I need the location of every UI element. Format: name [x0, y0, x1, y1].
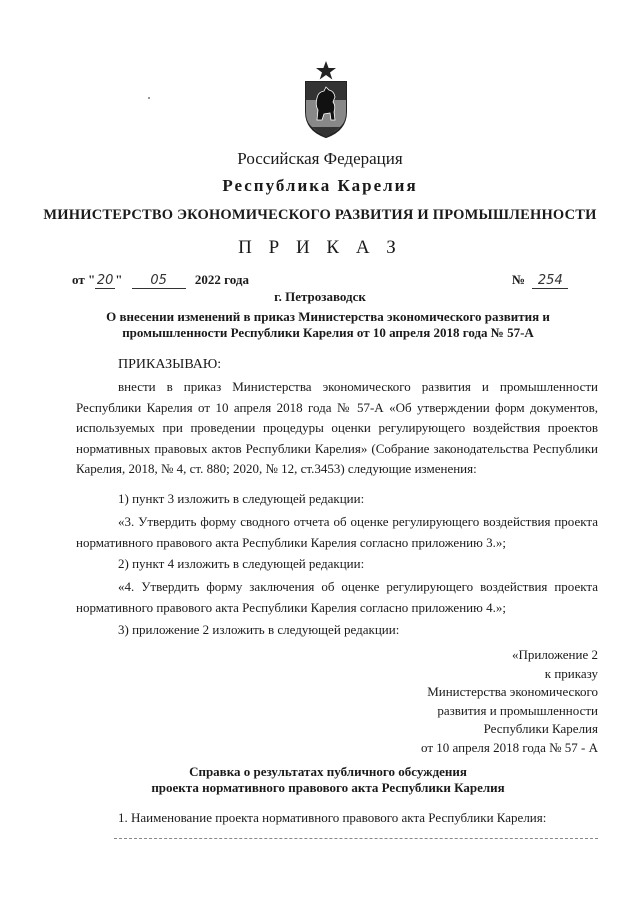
report-heading-line: проекта нормативного правового акта Республики Карелия	[151, 780, 505, 795]
ministry-name: МИНИСТЕРСТВО ЭКОНОМИЧЕСКОГО РАЗВИТИЯ И ПРОМЫШЛЕННОСТИ	[43, 207, 597, 223]
order-directive: ПРИКАЗЫВАЮ:	[118, 357, 222, 372]
report-heading-line: Справка о результатах публичного обсуждения	[189, 764, 467, 779]
appendix-line: от 10 апреля 2018 года № 57 - А	[421, 739, 598, 755]
list-item: «4. Утвердить форму заключения об оценке регулирующего воздействия проекта нормативного правового акта Республики Карелия согласно приложению 4.»;	[76, 579, 598, 615]
field-1-label: 1. Наименование проекта нормативного правового акта Республики Карелия:	[118, 810, 547, 825]
list-item: 3) приложение 2 изложить в следующей редакции:	[118, 622, 400, 637]
list-item: «3. Утвердить форму сводного отчета об оценке регулирующего воздействия проекта нормативного правового акта Республики Карелия согласно приложению 3.»;	[76, 514, 598, 550]
appendix-line: «Приложение 2	[511, 647, 598, 662]
list-item: 1) пункт 3 изложить в следующей редакции:	[118, 491, 365, 506]
date-day: 20	[96, 273, 114, 288]
number-prefix: №	[512, 272, 526, 287]
number-value: 254	[532, 274, 568, 289]
date-line	[72, 272, 249, 289]
coat-of-arms-icon	[300, 60, 352, 138]
scan-speck	[148, 97, 150, 99]
field-1-fill-line	[114, 838, 598, 839]
city: г. Петрозаводск	[274, 289, 366, 304]
date-year: 2022 года	[194, 272, 249, 287]
list-item: 2) пункт 4 изложить в следующей редакции:	[118, 556, 365, 571]
appendix-line: развития и промышленности	[437, 702, 598, 718]
appendix-block	[360, 646, 598, 758]
appendix-line: к приказу	[544, 665, 598, 681]
appendix-line: Министерства экономического	[427, 684, 598, 700]
order-number	[512, 272, 568, 289]
date-sep: "	[115, 272, 123, 287]
intro-paragraph: внести в приказ Министерства экономического развития и промышленности Республики Карелия от 10 апреля 2018 года № 57-А «Об утверждении форм документов, используемых при проведении процедуры оценки регулирующего воздействия проектов нормативных правовых актов Республики Карелия» (Собрание законодательства Республики Карелия, 2018, № 4, ст. 880; 2020, № 12, ст.3453) следующие изменения:	[76, 379, 598, 477]
appendix-line: Республики Карелия	[483, 721, 598, 737]
report-heading	[88, 764, 568, 796]
date-prefix: от "	[72, 272, 96, 287]
republic-name: Республика Карелия	[222, 176, 418, 195]
country-name: Российская Федерация	[237, 149, 403, 168]
document-type: П Р И К А З	[238, 237, 402, 258]
date-month: 05	[132, 274, 186, 289]
order-subject: О внесении изменений в приказ Министерства экономического развития и промышленности Республики Карелия от 10 апреля 2018 года № 57-А	[106, 309, 550, 340]
